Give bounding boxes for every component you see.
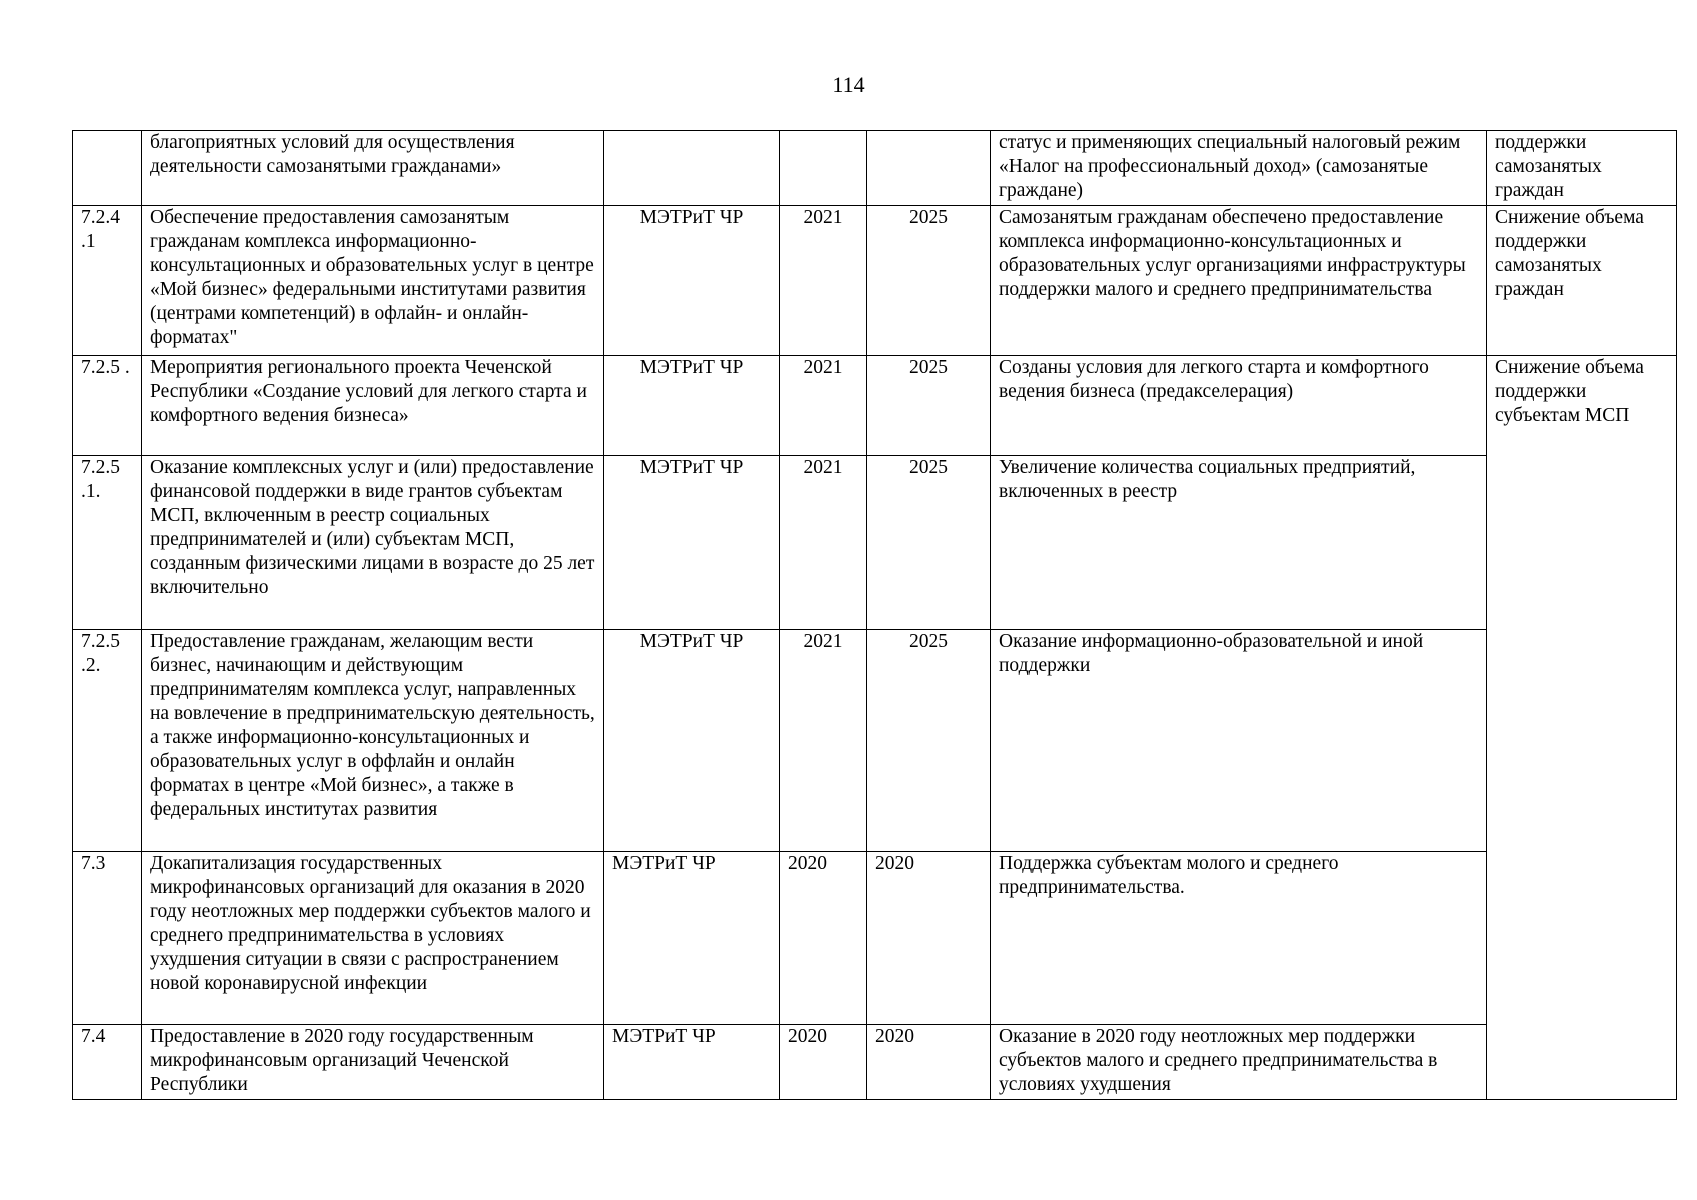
executor: МЭТРиТ ЧР bbox=[604, 852, 780, 1025]
executor bbox=[604, 131, 780, 206]
activity-title: Обеспечение предоставления самозанятым гражданам комплекса информационно-консультационных и образовательных услуг в центре «Мой бизнес» федеральными институтами развития (центрами компетенций) в офлайн- и онлайн-форматах" bbox=[142, 206, 604, 356]
activities-table bbox=[72, 130, 1677, 1100]
executor: МЭТРиТ ЧР bbox=[604, 1025, 780, 1100]
expected-result: Оказание в 2020 году неотложных мер поддержки субъектов малого и среднего предпринимательства в условиях ухудшения bbox=[991, 1025, 1487, 1100]
start-year: 2020 bbox=[780, 1025, 867, 1100]
row-number: 7.2.5 . bbox=[73, 356, 142, 456]
start-year: 2020 bbox=[780, 852, 867, 1025]
executor: МЭТРиТ ЧР bbox=[604, 206, 780, 356]
end-year: 2025 bbox=[867, 456, 991, 630]
executor: МЭТРиТ ЧР bbox=[604, 356, 780, 456]
executor: МЭТРиТ ЧР bbox=[604, 456, 780, 630]
start-year bbox=[780, 131, 867, 206]
end-year: 2025 bbox=[867, 356, 991, 456]
start-year: 2021 bbox=[780, 630, 867, 852]
table-row bbox=[73, 131, 1677, 206]
table-row bbox=[73, 356, 1677, 456]
risk-indicator: поддержки самозанятых граждан bbox=[1487, 131, 1677, 206]
start-year: 2021 bbox=[780, 356, 867, 456]
row-number: 7.2.4 .1 bbox=[73, 206, 142, 356]
table-row bbox=[73, 206, 1677, 356]
end-year: 2025 bbox=[867, 630, 991, 852]
row-number: 7.3 bbox=[73, 852, 142, 1025]
table-row bbox=[73, 456, 1677, 630]
expected-result: Поддержка субъектам молого и среднего предпринимательства. bbox=[991, 852, 1487, 1025]
activity-title: Докапитализация государственных микрофинансовых организаций для оказания в 2020 году неотложных мер поддержки субъектов малого и среднего предпринимательства в условиях ухудшения ситуации в связи с распространением новой коронавирусной инфекции bbox=[142, 852, 604, 1025]
table-row bbox=[73, 852, 1677, 1025]
activity-title: Предоставление гражданам, желающим вести бизнес, начинающим и действующим предпринимателям комплекса услуг, направленных на вовлечение в предпринимательскую деятельность, а также информационно-консультационных и образовательных услуг в оффлайн и онлайн форматах в центре «Мой бизнес», а также в федеральных институтах развития bbox=[142, 630, 604, 852]
end-year: 2025 bbox=[867, 206, 991, 356]
row-number: 7.4 bbox=[73, 1025, 142, 1100]
table-row bbox=[73, 630, 1677, 852]
expected-result: Оказание информационно-образовательной и иной поддержки bbox=[991, 630, 1487, 852]
row-number: 7.2.5 .1. bbox=[73, 456, 142, 630]
end-year: 2020 bbox=[867, 1025, 991, 1100]
activity-title: Оказание комплексных услуг и (или) предоставление финансовой поддержки в виде грантов субъектам МСП, включенным в реестр социальных предпринимателей и (или) субъектам МСП, созданным физическими лицами в возрасте до 25 лет включительно bbox=[142, 456, 604, 630]
expected-result: Созданы условия для легкого старта и комфортного ведения бизнеса (предакселерация) bbox=[991, 356, 1487, 456]
activity-title: Предоставление в 2020 году государственным микрофинансовым организаций Чеченской Республики bbox=[142, 1025, 604, 1100]
activity-title: Мероприятия регионального проекта Чеченской Республики «Создание условий для легкого старта и комфортного ведения бизнеса» bbox=[142, 356, 604, 456]
row-number bbox=[73, 131, 142, 206]
start-year: 2021 bbox=[780, 456, 867, 630]
risk-indicator: Снижение объема поддержки самозанятых граждан bbox=[1487, 206, 1677, 356]
end-year bbox=[867, 131, 991, 206]
row-number: 7.2.5 .2. bbox=[73, 630, 142, 852]
expected-result: Самозанятым гражданам обеспечено предоставление комплекса информационно-консультационных и образовательных услуг организациями инфраструктуры поддержки малого и среднего предпринимательства bbox=[991, 206, 1487, 356]
page-number: 114 bbox=[832, 72, 865, 97]
executor: МЭТРиТ ЧР bbox=[604, 630, 780, 852]
risk-indicator: Снижение объема поддержки субъектам МСП bbox=[1487, 356, 1677, 1100]
expected-result: Увеличение количества социальных предприятий, включенных в реестр bbox=[991, 456, 1487, 630]
activity-title: благоприятных условий для осуществления деятельности самозанятыми гражданами» bbox=[142, 131, 604, 206]
table-row bbox=[73, 1025, 1677, 1100]
end-year: 2020 bbox=[867, 852, 991, 1025]
start-year: 2021 bbox=[780, 206, 867, 356]
expected-result: статус и применяющих специальный налоговый режим «Налог на профессиональный доход» (самозанятые граждане) bbox=[991, 131, 1487, 206]
